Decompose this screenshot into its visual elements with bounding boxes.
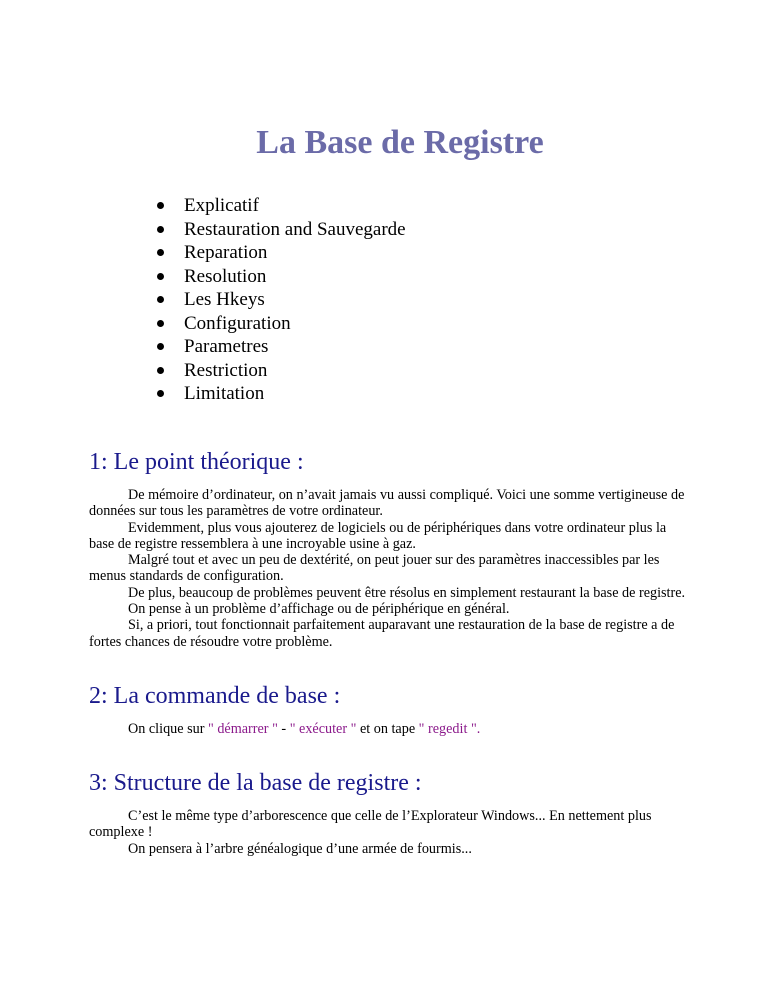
- bullet-icon: [157, 226, 164, 233]
- section-1-body: [89, 487, 689, 650]
- command-prefix: On clique sur: [128, 721, 208, 737]
- bullet-icon: [157, 390, 164, 397]
- toc-item: [150, 359, 406, 383]
- section-2-title: 2: La commande de base :: [89, 683, 341, 709]
- section-2-body: [89, 721, 689, 737]
- keyword-regedit: " regedit ": [418, 721, 477, 737]
- keyword-demarrer: " démarrer ": [208, 721, 278, 737]
- bullet-icon: [157, 343, 164, 350]
- section-1-title: 1: Le point théorique :: [89, 449, 304, 475]
- toc-item: [150, 382, 406, 406]
- toc-item: [150, 194, 406, 218]
- toc-item: [150, 335, 406, 359]
- paragraph: De plus, beaucoup de problèmes peuvent être résolus en simplement restaurant la base de registre.: [128, 584, 686, 601]
- paragraph: Evidemment, plus vous ajouterez de logiciels ou de périphériques dans votre ordinateur plus la base de registre ressemblera à une incroyable usine à gaz.: [89, 519, 667, 552]
- command-line: [89, 721, 689, 737]
- bullet-icon: [157, 367, 164, 374]
- paragraph: On pense à un problème d’affichage ou de périphérique en général.: [128, 601, 510, 618]
- paragraph: On pensera à l’arbre généalogique d’une armée de fourmis...: [128, 840, 472, 857]
- command-suffix: .: [476, 721, 481, 737]
- toc-item-label: Les Hkeys: [184, 289, 265, 310]
- toc-item: [150, 265, 406, 289]
- toc-item-label: Limitation: [184, 383, 265, 404]
- toc-item: [150, 288, 406, 312]
- bullet-icon: [157, 202, 164, 209]
- toc-item-label: Restriction: [184, 359, 268, 381]
- toc-item-label: Restauration and Sauvegarde: [184, 218, 406, 240]
- toc-item: [150, 241, 406, 265]
- bullet-icon: [157, 273, 164, 280]
- paragraph: C’est le même type d’arborescence que celle de l’Explorateur Windows... En nettement plus complexe !: [89, 808, 652, 841]
- paragraph: Malgré tout et avec un peu de dextérité, on peut jouer sur des paramètres inaccessibles par les menus standards de configuration.: [89, 552, 660, 585]
- toc-item-label: Resolution: [184, 265, 267, 287]
- command-separator: -: [277, 721, 290, 737]
- toc-item: [150, 312, 406, 336]
- paragraph: Si, a priori, tout fonctionnait parfaitement auparavant une restauration de la base de registre a de fortes chances de résoudre votre problème.: [89, 617, 675, 650]
- toc-item-label: Reparation: [184, 242, 268, 263]
- paragraph: De mémoire d’ordinateur, on n’avait jamais vu aussi compliqué. Voici une somme vertigineuse de données sur tous les paramètres de votre ordinateur.: [89, 487, 685, 520]
- section-3-title: 3: Structure de la base de registre :: [89, 770, 422, 796]
- bullet-icon: [157, 249, 164, 256]
- page-title: La Base de Registre: [256, 124, 544, 161]
- command-middle: et on tape: [356, 721, 419, 737]
- section-3-body: [89, 808, 689, 857]
- bullet-icon: [157, 320, 164, 327]
- table-of-contents: [150, 194, 406, 406]
- toc-item-label: Parametres: [184, 336, 269, 357]
- toc-item: [150, 218, 406, 242]
- toc-item-label: Explicatif: [184, 195, 259, 216]
- bullet-icon: [157, 296, 164, 303]
- keyword-executer: " exécuter ": [289, 721, 357, 737]
- toc-item-label: Configuration: [184, 312, 291, 334]
